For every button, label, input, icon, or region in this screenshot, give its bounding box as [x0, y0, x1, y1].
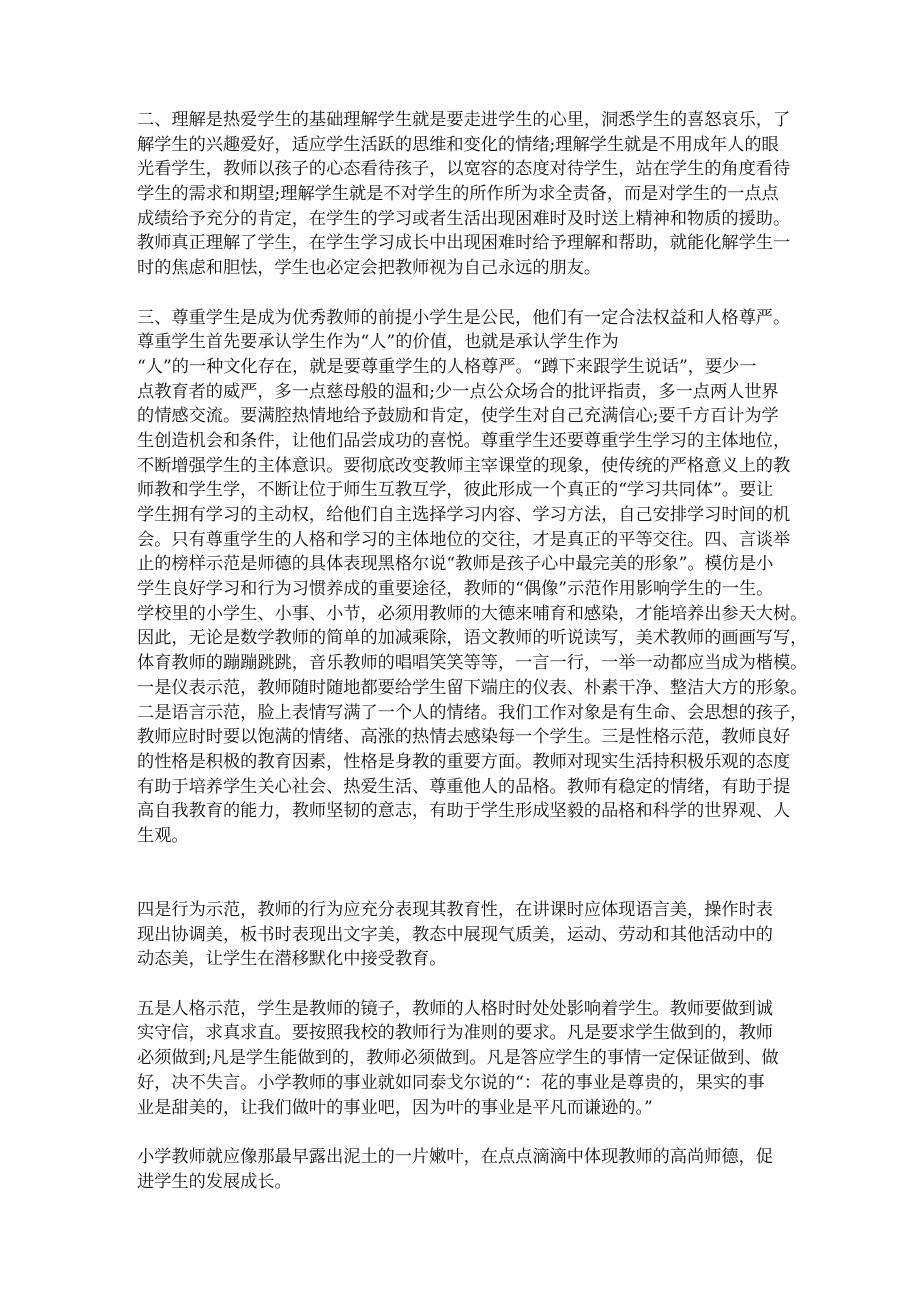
text-line: 时的焦虑和胆怯，学生也必定会把教师视为自己永远的朋友。 [137, 258, 602, 279]
text-line: 高自我教育的能力，教师坚韧的意志，有助于学生形成坚毅的品格和科学的世界观、人 [137, 801, 791, 822]
text-line: 有助于培养学生关心社会、热爱生活、尊重他人的品格。教师有稳定的情绪，有助于提 [137, 776, 791, 797]
text-line: 尊重学生首先要承认学生作为“人”的价值，也就是承认学生作为 [137, 332, 619, 353]
text-line: 生观。 [137, 825, 189, 846]
text-line: 不断增强学生的主体意识。要彻底改变教师主宰课堂的现象，使传统的严格意义上的教 [137, 455, 791, 476]
text-line: 成绩给予充分的肯定，在学生的学习或者生活出现困难时及时送上精神和物质的援助。 [137, 208, 791, 229]
text-line: 现出协调美，板书时表现出文字美，教态中展现气质美，运动、劳动和其他活动中的 [137, 924, 773, 945]
paragraph-understanding-students [137, 108, 799, 281]
text-line: 进学生的发展成长。 [137, 1171, 292, 1192]
text-line: 学生的需求和期望;理解学生就是不对学生的所作所为求全责备，而是对学生的一点点 [137, 184, 779, 205]
paragraph-behavior-model [137, 898, 799, 972]
text-line: 教师真正理解了学生，在学生学习成长中出现困难时给予理解和帮助，就能化解学生一 [137, 233, 791, 254]
text-line: 二、理解是热爱学生的基础理解学生就是要走进学生的心里，洞悉学生的喜怒哀乐，了 [137, 110, 791, 130]
text-line: 必须做到;凡是学生能做到的，教师必须做到。凡是答应学生的事情一定保证做到、做 [137, 1048, 779, 1069]
text-line: 的性格是积极的教育因素，性格是身教的重要方面。教师对现实生活持积极乐观的态度 [137, 751, 791, 772]
text-line: 教师应时时要以饱满的情绪、高涨的热情去感染每一个学生。三是性格示范，教师良好 [137, 727, 791, 748]
paragraph-personality-model [137, 997, 799, 1120]
text-line: 光看学生，教师以孩子的心态看待孩子，以宽容的态度对待学生，站在学生的角度看待 [137, 159, 791, 180]
text-line: “人”的一种文化存在，就是要尊重学生的人格尊严。“蹲下来跟学生说话”，要少一 [137, 356, 757, 377]
text-line: 一是仪表示范，教师随时随地都要给学生留下端庄的仪表、朴素干净、整洁大方的形象。 [137, 677, 808, 698]
text-line: 的情感交流。要满腔热情地给予鼓励和肯定，使学生对自己充满信心;要千方百计为学 [137, 406, 779, 427]
text-line: 三、尊重学生是成为优秀教师的前提小学生是公民，他们有一定合法权益和人格尊严。 [137, 307, 791, 328]
text-line: 五是人格示范，学生是教师的镜子，教师的人格时时处处影响着学生。教师要做到诚 [137, 998, 773, 1019]
text-line: 实守信，求真求直。要按照我校的教师行为准则的要求。凡是要求学生做到的，教师 [137, 1023, 773, 1044]
text-line: 动态美，让学生在潜移默化中接受教育。 [137, 949, 447, 970]
text-line: 点教育者的威严，多一点慈母般的温和;少一点公众场合的批评指责，多一点两人世界 [137, 381, 779, 402]
paragraph-respecting-students [137, 306, 808, 874]
text-line: 二是语言示范，脸上表情写满了一个人的情绪。我们工作对象是有生命、会思想的孩子， [137, 702, 808, 723]
text-line: 止的榜样示范是师德的具体表现黑格尔说“教师是孩子心中最完美的形象”。模仿是小 [137, 554, 774, 575]
text-line: 业是甜美的，让我们做叶的事业吧，因为叶的事业是平凡而谦逊的。” [137, 1097, 653, 1118]
text-line: 会。只有尊重学生的人格和学习的主体地位的交往，才是真正的平等交往。四、言谈举 [137, 529, 791, 550]
text-line: 因此，无论是数学教师的简单的加减乘除，语文教师的听说读写，美术教师的画画写写， [137, 628, 808, 649]
document-body [137, 108, 808, 1194]
text-line: 好，决不失言。小学教师的事业就如同泰戈尔说的“：花的事业是尊贵的，果实的事 [137, 1072, 765, 1093]
text-line: 师教和学生学，不断让位于师生互教互学，彼此形成一个真正的“学习共同体”。要让 [137, 480, 774, 501]
text-line: 解学生的兴趣爱好，适应学生活跃的思维和变化的情绪;理解学生就是不用成年人的眼 [137, 134, 779, 155]
text-line: 四是行为示范，教师的行为应充分表现其教育性，在讲课时应体现语言美，操作时表 [137, 900, 773, 920]
text-line: 体育教师的蹦蹦跳跳，音乐教师的唱唱笑笑等等，一言一行，一举一动都应当成为楷模。 [137, 653, 808, 674]
text-line: 学生良好学习和行为习惯养成的重要途径，教师的“偶像”示范作用影响学生的一生。 [137, 579, 774, 600]
text-line: 小学教师就应像那最早露出泥土的一片嫩叶，在点点滴滴中体现教师的高尚师德，促 [137, 1146, 773, 1167]
text-line [137, 849, 799, 874]
text-line: 学生拥有学习的主动权，给他们自主选择学习内容、学习方法，自己安排学习时间的机 [137, 505, 791, 525]
paragraph-conclusion [137, 1145, 799, 1194]
text-line: 学校里的小学生、小事、小节，必须用教师的大德来哺育和感染，才能培养出参天大树。 [137, 603, 808, 624]
text-line: 生创造机会和条件，让他们品尝成功的喜悦。尊重学生还要尊重学生学习的主体地位， [137, 430, 791, 451]
